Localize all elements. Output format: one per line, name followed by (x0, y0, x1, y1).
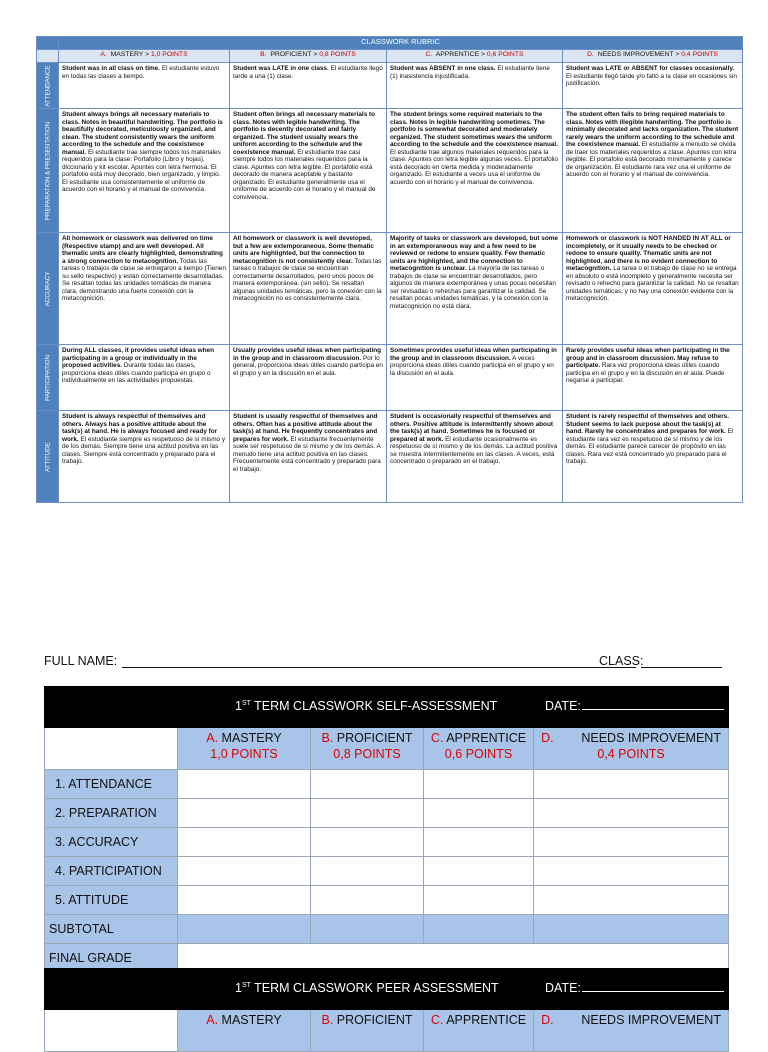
rubric-cell: Student often brings all necessary materials to class. Notes with legible handwriting. The portfolio is decently decorated and fairly organized. The student usually wears the uniform according to the schedule and the coexistence manual. El estudiante trae casi siempre todos los materiales requeridos para la clase. Apuntes con letra legible. El portafolio está decorado de manera aceptable y bastante organizado. El estudiante generalmente usa el uniforme de acuerdo con el horario y el manual de convivencia. (230, 109, 387, 233)
rubric-category-1: PREPARATION & PRESENTATION (37, 109, 59, 233)
self-assessment-table (44, 686, 729, 973)
rubric-category-2: ACCURACY (37, 233, 59, 345)
rubric-cell: Student is occasionally respectful of themselves and others. Positive attitude is intermittently shown about the task(s) at hand. Sometimes he is focused or prepared at work. El estudiante ocasionalmente es respetuoso de sí mismo y de los demás. La actitud positiva se muestra intermitentemente en las clases. A veces, está concentrado o preparado en el trabajo. (387, 411, 563, 503)
rubric-category-0: ATTENDANCE (37, 63, 59, 109)
self-level-c: C. APPRENTICE 0,6 POINTS (424, 728, 534, 770)
rubric-category-3: PARTICIPATION (37, 345, 59, 411)
score-cell[interactable] (311, 828, 424, 857)
score-cell[interactable] (311, 886, 424, 915)
score-cell[interactable] (311, 857, 424, 886)
score-cell[interactable] (311, 799, 424, 828)
self-level-b: B. PROFICIENT 0,8 POINTS (311, 728, 424, 770)
self-assessment-title: 1ST TERM CLASSWORK SELF-ASSESSMENT (235, 699, 498, 713)
rubric-cell: All homework or classwork is well developed, but a few are extemporaneous. Some thematic units are highlighted, but the connection to metacognition is not consistently clear. Todas las tareas o trabajos de clase se encuentran correctamente desarrollados, pero unos pocos de manera extemporánea. (sin sello). Se resaltan algunas unidades temáticas, pero la conexión con la metacognición no es consistentemente clara. (230, 233, 387, 345)
subtotal-cell-d[interactable] (534, 915, 729, 944)
rubric-category-4: ATTITUDE (37, 411, 59, 503)
score-cell[interactable] (534, 799, 729, 828)
rubric-cell: Majority of tasks or classwork are developed, but some in an extemporaneous way and a few need to be reviewed or redone to ensure quality. Few thematic units are highlighted, and the connection to metacognition is unclear. La mayoría de las tareas o trabajos de clase se encuentran desarrollados, pero algunos de manera extemporánea y unas pocas necesitan ser revisadas o rehechas para garantizar la calidad. Se resaltan pocas unidades temáticas, y la conexión con la metacognición no está clara. (387, 233, 563, 345)
peer-assessment-header (45, 969, 729, 1010)
rubric-cell: Student is rarely respectful of themselves and others. Student seems to lack purpose about the task(s) at hand. Rarely he concentrates and prepares for work. El estudiante rara vez es respetuoso de sí mismo y de los demás. El estudiante parece carecer de propósito en las clases. Rara vez está concentrado y/o preparado para el trabajo. (563, 411, 743, 503)
score-cell[interactable] (534, 886, 729, 915)
rubric-level-a: A. MASTERY > 1,0 POINTS (59, 50, 230, 63)
peer-date-field[interactable] (582, 991, 724, 992)
full-name-field[interactable] (122, 667, 636, 668)
rubric-cell: Student is always respectful of themselves and others. Always has a positive attitude about the task(s) at hand. He is always focused and ready for work. El estudiante siempre es respetuoso de sí mismo y de los demás. Siempre tiene una actitud positiva en las clases. Siempre está concentrado y preparado para el trabajo. (59, 411, 230, 503)
subtotal-label: SUBTOTAL (45, 915, 178, 944)
subtotal-cell-c[interactable] (424, 915, 534, 944)
criterion-label: 3. ACCURACY (45, 828, 178, 857)
peer-level-c: C. APPRENTICE (424, 1010, 534, 1052)
rubric-cell: Student was LATE in one class. El estudiante llegó tarde a una (1) clase. (230, 63, 387, 109)
rubric-cell: All homework or classwork was delivered on time (Respective stamp) and are well developed. All thematic units are clearly highlighted, demonstrating a strong connection to metacognition. Todas las tareas o trabajos de clase se entregaron a tiempo (Tienen su sello respectivo) y están correctamente desarrolladas. Se resaltan todas las unidades temáticas de manera clara, demostrando una fuerte conexión con la metacognición. (59, 233, 230, 345)
final-grade-label: FINAL GRADE (45, 944, 178, 973)
rubric-level-c: C. APPRENTICE > 0,6 POINTS (387, 50, 563, 63)
score-cell[interactable] (424, 857, 534, 886)
class-label: CLASS: (599, 654, 644, 668)
rubric-cell: Sometimes provides useful ideas when participating in the group and in classroom discussion. A veces proporciona ideas útiles cuando participa en el grupo y en la discusión en el aula. (387, 345, 563, 411)
subtotal-cell-b[interactable] (311, 915, 424, 944)
self-date-field[interactable] (582, 709, 724, 710)
rubric-cell: The student brings some required materials to the class. Notes in legible handwriting sometimes. The portfolio is somewhat decorated and moderately organized. The student sometimes wears the uniform according to the schedule and the coexistence manual. El estudiante trae algunos materiales requeridos para la clase. Apuntes con letra legible algunas veces. El portafolio está decorado en cierta medida y moderadamente organizado. El estudiante a veces usa el uniforme de acuerdo con el horario y el manual de convivencia. (387, 109, 563, 233)
rubric-cell: Student was ABSENT in one class. El estudiante tiene (1) inasistencia injustificada. (387, 63, 563, 109)
criterion-label: 1. ATTENDANCE (45, 770, 178, 799)
rubric-cell: Student was LATE or ABSENT for classes occasionally. El estudiante llegó tarde y/o faltó a la clase en ocasiones sin justificación. (563, 63, 743, 109)
rubric-title: CLASSWORK RUBRIC (59, 37, 743, 50)
class-field[interactable] (641, 667, 722, 668)
score-cell[interactable] (534, 857, 729, 886)
rubric-level-d: D. NEEDS IMPROVEMENT > 0,4 POINTS (563, 50, 743, 63)
rubric-cell: Usually provides useful ideas when participating in the group and in classroom discussion. Por lo general, proporciona ideas útiles cuando participa en el grupo y en la discusión en el aula. (230, 345, 387, 411)
rubric-cell: Student is usually respectful of themselves and others. Often has a positive attitude about the task(s) at hand. He frequently concentrates and prepares for work. El estudiante frecuentemente suele ser respetuoso de sí mismo y de los demás. A menudo tiene una actitud positiva en las clases. Frecuentemente está concentrado y preparado para el trabajo. (230, 411, 387, 503)
score-cell[interactable] (178, 886, 311, 915)
peer-level-b: B. PROFICIENT (311, 1010, 424, 1052)
criterion-label: 2. PREPARATION (45, 799, 178, 828)
rubric-cell: Homework or classwork is NOT HANDED IN AT ALL or incompletely, or it usually needs to be checked or redone to ensure quality. Thematic units are not highlighted, and there is no evident connection to metacognition. La tarea o el trabajo de clase no se entrega en absoluto o está incompleto y generalmente necesita ser revisado o rehecho para garantizar la calidad. No se resaltan unidades temáticas, y no hay una conexión evidente con la metacognición. (563, 233, 743, 345)
score-cell[interactable] (534, 770, 729, 799)
peer-level-a: A. MASTERY (178, 1010, 311, 1052)
rubric-cell: During ALL classes, it provides useful ideas when participating in a group or individually in the proposed activities. Durante todas las clases, proporciona ideas útiles cuando participa en grupo o individualmente en las actividades propuestas. (59, 345, 230, 411)
score-cell[interactable] (178, 770, 311, 799)
score-cell[interactable] (424, 770, 534, 799)
score-cell[interactable] (178, 799, 311, 828)
score-cell[interactable] (424, 799, 534, 828)
student-info-line (44, 654, 734, 670)
self-assessment-date: DATE: (545, 699, 724, 713)
criterion-label: 5. ATTITUDE (45, 886, 178, 915)
peer-assessment-date: DATE: (545, 981, 724, 995)
rubric-cell: Student was in all class on time. El estudiante estuvo en todas las clases a tiempo. (59, 63, 230, 109)
score-cell[interactable] (311, 770, 424, 799)
rubric-corner (37, 37, 59, 50)
score-cell[interactable] (534, 828, 729, 857)
full-name-label: FULL NAME: (44, 654, 118, 668)
score-cell[interactable] (178, 828, 311, 857)
rubric-cell: The student often fails to bring required materials to class. Notes with illegible handwriting. The portfolio is minimally decorated and lacks organization. The student rarely wears the uniform according to the schedule and the coexistence manual. El estudiante a menudo se olvida de traer los materiales requeridos a clase. Apuntes con letra ilegible. El portafolio está decorado mínimamente y carece de organización. El estudiante rara vez usa el uniforme de acuerdo con el horario y el manual de convivencia. (563, 109, 743, 233)
self-level-d: D. NEEDS IMPROVEMENT 0,4 POINTS (534, 728, 729, 770)
self-assessment-header (45, 687, 729, 728)
rubric-cell: Student always brings all necessary materials to class. Notes in beautiful handwriting. The portfolio is beautifully decorated, meticulously organized, and clean. The student consistently wears the uniform according to the schedule and the coexistence manual. El estudiante trae siempre todos los materiales requeridos para la clase: Portafolio (Libro y hojas), diccionario y kit escolar. Apuntes con letra hermosa. El portafolio está muy decorado, bien organizado, y limpio. El estudiante usa consistentemente el uniforme de acuerdo con el horario y el manual de convivencia. (59, 109, 230, 233)
score-cell[interactable] (424, 886, 534, 915)
peer-assessment-title: 1ST TERM CLASSWORK PEER ASSESSMENT (235, 981, 499, 995)
peer-assessment-table (44, 968, 729, 1052)
score-cell[interactable] (424, 828, 534, 857)
peer-level-d: D. NEEDS IMPROVEMENT (534, 1010, 729, 1052)
criterion-label: 4. PARTICIPATION (45, 857, 178, 886)
rubric-level-b: B. PROFICIENT > 0,8 POINTS (230, 50, 387, 63)
classwork-rubric (36, 36, 743, 503)
subtotal-cell-a[interactable] (178, 915, 311, 944)
score-cell[interactable] (178, 857, 311, 886)
rubric-cell: Rarely provides useful ideas when participating in the group and in classroom discussion. May refuse to participate. Rara vez proporciona ideas útiles cuando participa en el grupo y en la discusión en el aula. Puede negarse a participar. (563, 345, 743, 411)
self-level-a: A. MASTERY 1,0 POINTS (178, 728, 311, 770)
